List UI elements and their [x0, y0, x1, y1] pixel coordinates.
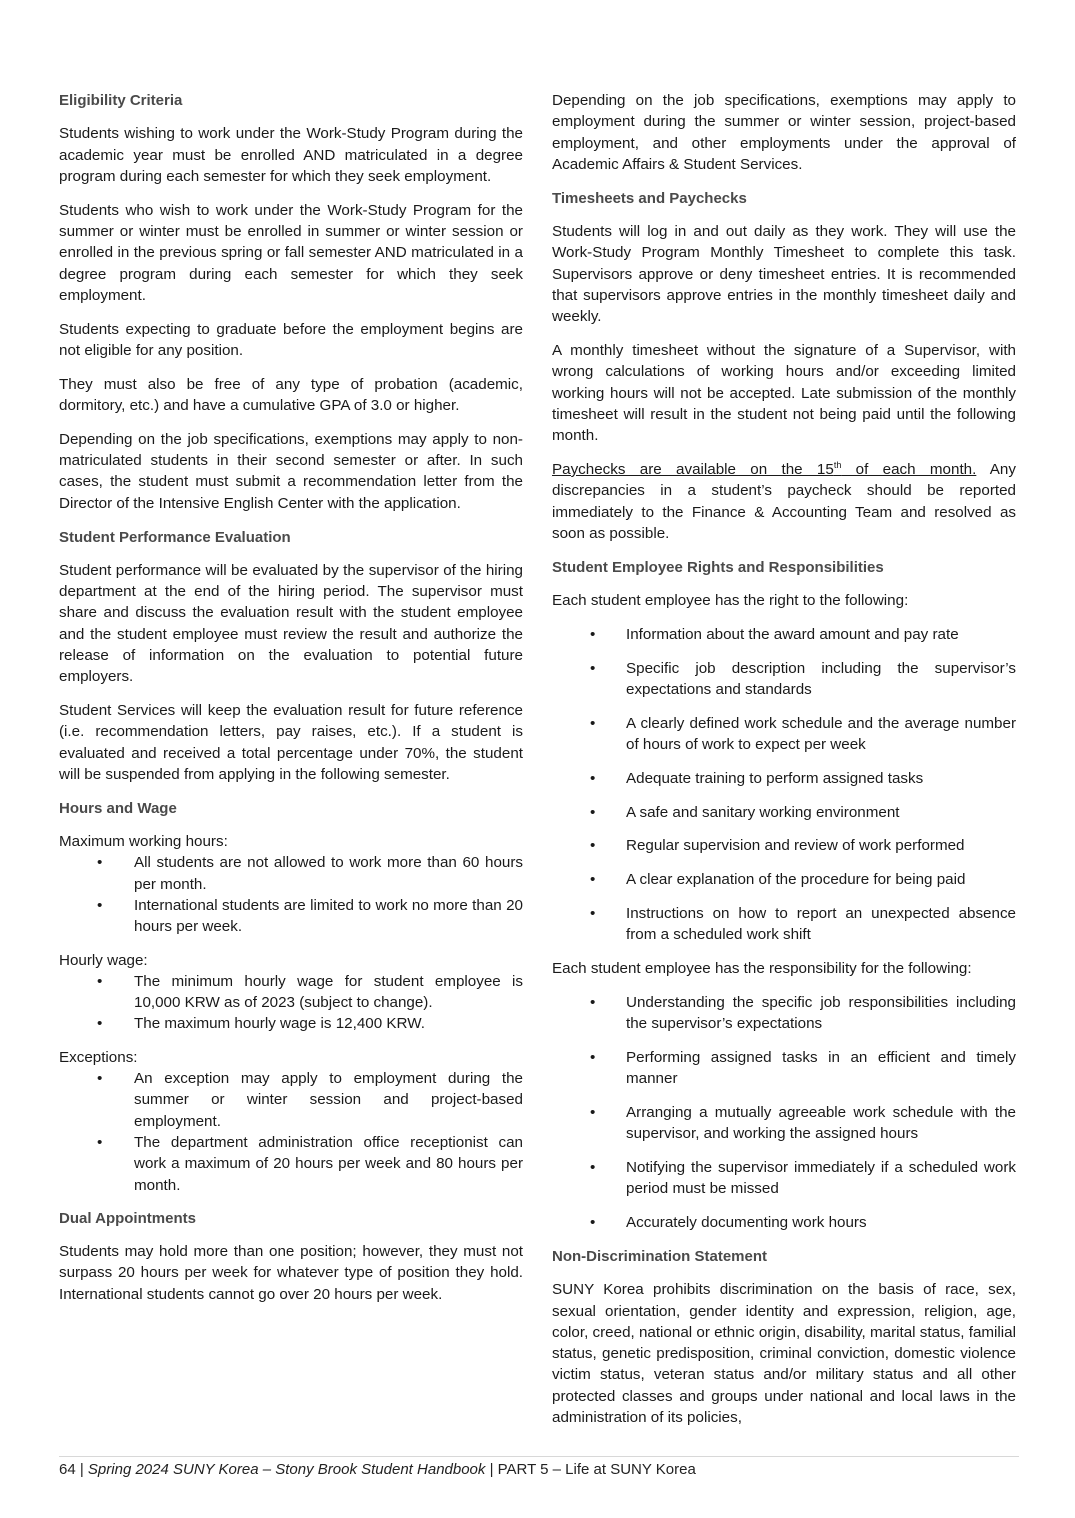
- responsibilities-intro: Each student employee has the responsibility for the following:: [552, 960, 972, 977]
- paycheck-date-underlined: Paychecks are available on the 15th of each month.: [552, 459, 977, 478]
- list-item: • Notifying the supervisor immediately if a scheduled work period must be missed: [552, 1157, 1016, 1200]
- list-item: • A clear explanation of the procedure for being paid: [552, 869, 1016, 890]
- exceptions-label: Exceptions:: [59, 1048, 138, 1066]
- paragraph: A monthly timesheet without the signature of a Supervisor, with wrong calculations of working hours and/or exceeding limited working hours will not be accepted. Late submission of the monthly timesheet will result in the student not being paid until the following month.: [552, 341, 1016, 445]
- section-title: PART 5 – Life at SUNY Korea: [497, 1461, 696, 1478]
- max-hours-label: Maximum working hours:: [59, 833, 228, 851]
- list-item: • Performing assigned tasks in an efficient and timely manner: [552, 1047, 1016, 1090]
- paragraph: Student Services will keep the evaluation result for future reference (i.e. recommendation letters, pay raises, etc.). If a student is evaluated and received a total percentage under 70%, the student will be suspended from applying in the following semester.: [59, 702, 523, 784]
- heading-performance: Student Performance Evaluation: [59, 528, 291, 546]
- heading-rights: Student Employee Rights and Responsibilities: [552, 558, 884, 576]
- list-item: • A clearly defined work schedule and the average number of hours of work to expect per week: [552, 713, 1016, 756]
- list-item: • The maximum hourly wage is 12,400 KRW.: [59, 1013, 523, 1034]
- paragraph: SUNY Korea prohibits discrimination on the basis of race, sex, sexual orientation, gender identity and expression, religion, age, color, creed, national or ethnic origin, disability, marital status, familial status, genetic predisposition, criminal conviction, domestic violence victim status, veteran status and/or military status and all other protected classes and groups under national and local laws in the administration of its policies,: [552, 1281, 1016, 1427]
- page-number: 64: [59, 1461, 76, 1478]
- list-item: • The department administration office receptionist can work a maximum of 20 hours per week and 80 hours per month.: [59, 1132, 523, 1196]
- paragraph: Students expecting to graduate before the employment begins are not eligible for any position.: [59, 320, 523, 359]
- heading-non-discrimination: Non-Discrimination Statement: [552, 1247, 768, 1265]
- list-item: • Arranging a mutually agreeable work schedule with the supervisor, and working the assigned hours: [552, 1102, 1016, 1145]
- paragraph: Depending on the job specifications, exemptions may apply to non-matriculated students in their second semester or after. In such cases, the student must submit a recommendation letter from the Director of the Intensive English Center with the application.: [59, 430, 523, 512]
- paragraph: Students wishing to work under the Work-Study Program during the academic year must be enrolled AND matriculated in a degree program during each semester for which they seek employment.: [59, 125, 523, 185]
- footer-divider: [59, 1456, 1019, 1457]
- heading-hours-wage: Hours and Wage: [59, 799, 177, 817]
- handbook-title: Spring 2024 SUNY Korea – Stony Brook Student Handbook: [87, 1461, 486, 1478]
- paragraph: Students may hold more than one position; however, they must not surpass 20 hours per week for whatever type of position they hold. International students cannot go over 20 hours per week.: [59, 1243, 523, 1303]
- exceptions-list: [59, 1068, 523, 1196]
- responsibilities-list: [552, 992, 1016, 1234]
- rights-list: [552, 624, 1016, 946]
- heading-timesheets: Timesheets and Paychecks: [552, 189, 747, 207]
- paycheck-paragraph: Paychecks are available on the 15th of each month. Any discrepancies in a student’s paycheck should be reported immediately to the Finance & Accounting Team and resolved as soon as possible.: [552, 459, 1016, 542]
- rights-intro: Each student employee has the right to the following:: [552, 591, 909, 609]
- list-item: • An exception may apply to employment during the summer or winter session and project-based employment.: [59, 1068, 523, 1132]
- list-item: • A safe and sanitary working environment: [552, 802, 1016, 823]
- paragraph: Students will log in and out daily as they work. They will use the Work-Study Program Monthly Timesheet to complete this task. Supervisors approve or deny timesheet entries. It is recommended that supervisors approve entries in the monthly timesheet daily and weekly.: [552, 222, 1016, 326]
- list-item: • International students are limited to work no more than 20 hours per week.: [59, 895, 523, 938]
- list-item: • All students are not allowed to work more than 60 hours per month.: [59, 852, 523, 895]
- hourly-wage-label: Hourly wage:: [59, 951, 148, 969]
- list-item: • Accurately documenting work hours: [552, 1212, 1016, 1233]
- right-column: [552, 90, 1016, 1441]
- left-column: [59, 90, 523, 1318]
- paragraph: Depending on the job specifications, exemptions may apply to employment during the summer or winter session, project-based employment, and other employments under the approval of Academic Affairs & Student Services.: [552, 92, 1016, 173]
- hourly-wage-list: [59, 971, 523, 1035]
- list-item: • Adequate training to perform assigned tasks: [552, 768, 1016, 789]
- paragraph: They must also be free of any type of probation (academic, dormitory, etc.) and have a cumulative GPA of 3.0 or higher.: [59, 375, 523, 415]
- paragraph: Students who wish to work under the Work-Study Program for the summer or winter must be enrolled in summer or winter session or enrolled in the previous spring or fall semester AND matriculated in a degree program during each semester for which they seek employment.: [59, 201, 523, 304]
- paragraph: Student performance will be evaluated by the supervisor of the hiring department at the end of the hiring period. The supervisor must share and discuss the evaluation result with the student employee and the student employee must review the result and authorize the release of information on the evaluation to potential future employers.: [59, 561, 523, 686]
- heading-eligibility: Eligibility Criteria: [59, 92, 183, 109]
- page-footer: 64 | Spring 2024 SUNY Korea – Stony Brook Student Handbook | PART 5 – Life at SUNY Korea: [59, 1461, 696, 1478]
- list-item: • The minimum hourly wage for student employee is 10,000 KRW as of 2023 (subject to change).: [59, 971, 523, 1014]
- list-item: • Regular supervision and review of work performed: [552, 835, 1016, 856]
- list-item: • Specific job description including the supervisor’s expectations and standards: [552, 658, 1016, 701]
- list-item: • Instructions on how to report an unexpected absence from a scheduled work shift: [552, 903, 1016, 946]
- list-item: • Information about the award amount and pay rate: [552, 624, 1016, 645]
- max-hours-list: [59, 852, 523, 937]
- list-item: • Understanding the specific job responsibilities including the supervisor’s expectations: [552, 992, 1016, 1035]
- heading-dual-appointments: Dual Appointments: [59, 1209, 196, 1227]
